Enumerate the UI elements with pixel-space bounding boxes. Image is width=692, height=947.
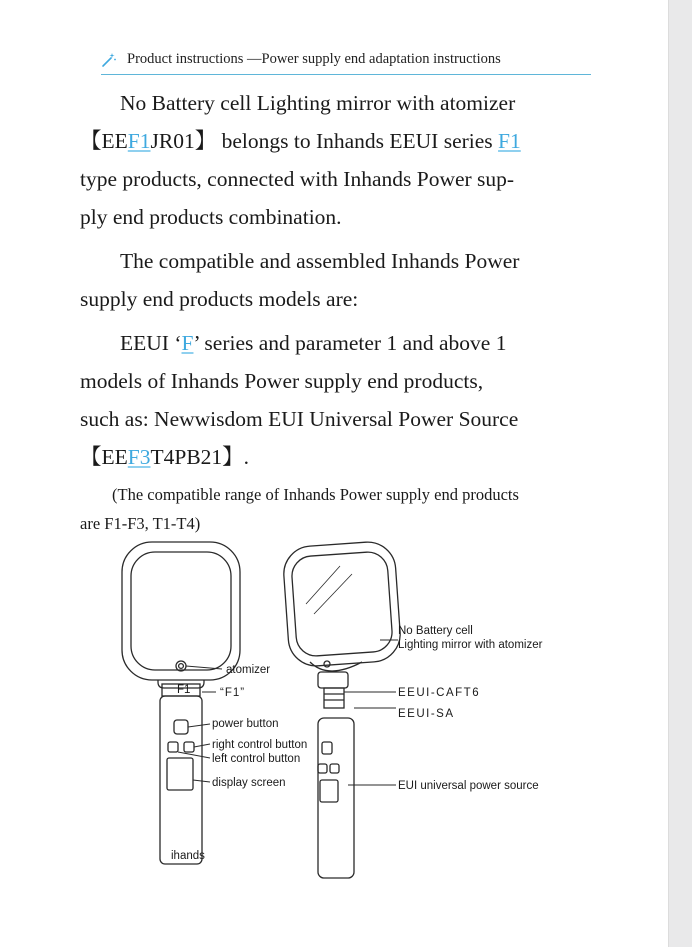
label-eui-power-source: EUI universal power source [398,780,539,792]
text-line: supply end products models are: [80,287,359,311]
label-power-button: power button [212,718,279,730]
text-line: are F1-F3, T1-T4) [80,514,201,533]
text-line: No Battery cell Lighting mirror with atomizer [120,91,516,115]
highlight-code: F1 [498,129,521,153]
label-mirror-line2: Lighting mirror with atomizer [398,639,543,651]
text-span: ’ series and parameter 1 and above 1 [193,331,507,355]
label-eeui-sa: EEUI-SA [398,708,455,720]
label-display-screen: display screen [212,777,286,789]
paragraph-compatible [80,242,592,318]
label-left-control: left control button [212,753,301,765]
page-header [101,48,591,75]
text-line [80,324,592,362]
text-line: The compatible and assembled Inhands Power [120,249,520,273]
text-line: models of Inhands Power supply end products, [80,369,484,393]
paragraph-models [80,324,592,476]
text-span: 【EE [80,445,128,469]
label-mirror-line1: No Battery cell [398,625,473,637]
header-title: Product instructions —Power supply end adaptation instructions [127,51,501,67]
label-f1: “F1” [220,687,246,699]
text-span: EEUI ‘ [120,331,182,355]
mirror-device-front [122,542,240,864]
text-span: T4PB21】. [150,445,250,469]
text-line: ply end products combination. [80,205,342,229]
label-right-control: right control button [212,739,308,751]
label-eeui-caft6: EEUI-CAFT6 [398,687,481,699]
mirror-device-exploded [282,540,402,878]
text-span: JR01】 belongs to Inhands EEUI series [150,129,499,153]
text-line: such as: Newwisdom EUI Universal Power Source [80,407,519,431]
text-span: 【EE [80,129,128,153]
paragraph-intro [80,84,592,236]
text-line [80,438,592,476]
scrollbar[interactable] [668,0,692,947]
text-line: type products, connected with Inhands Power sup- [80,167,515,191]
text-line [80,122,592,160]
magic-wand-icon [101,52,117,68]
f1-badge: F1 [177,684,191,696]
highlight-code: F1 [127,129,151,153]
product-diagram [110,530,570,890]
text-line: (The compatible range of Inhands Power supply end products [112,485,519,504]
highlight-code: F3 [127,445,151,469]
label-atomizer: atomizer [226,664,271,676]
highlight-code: F [181,331,194,355]
brand-logo: ihands [171,850,205,862]
